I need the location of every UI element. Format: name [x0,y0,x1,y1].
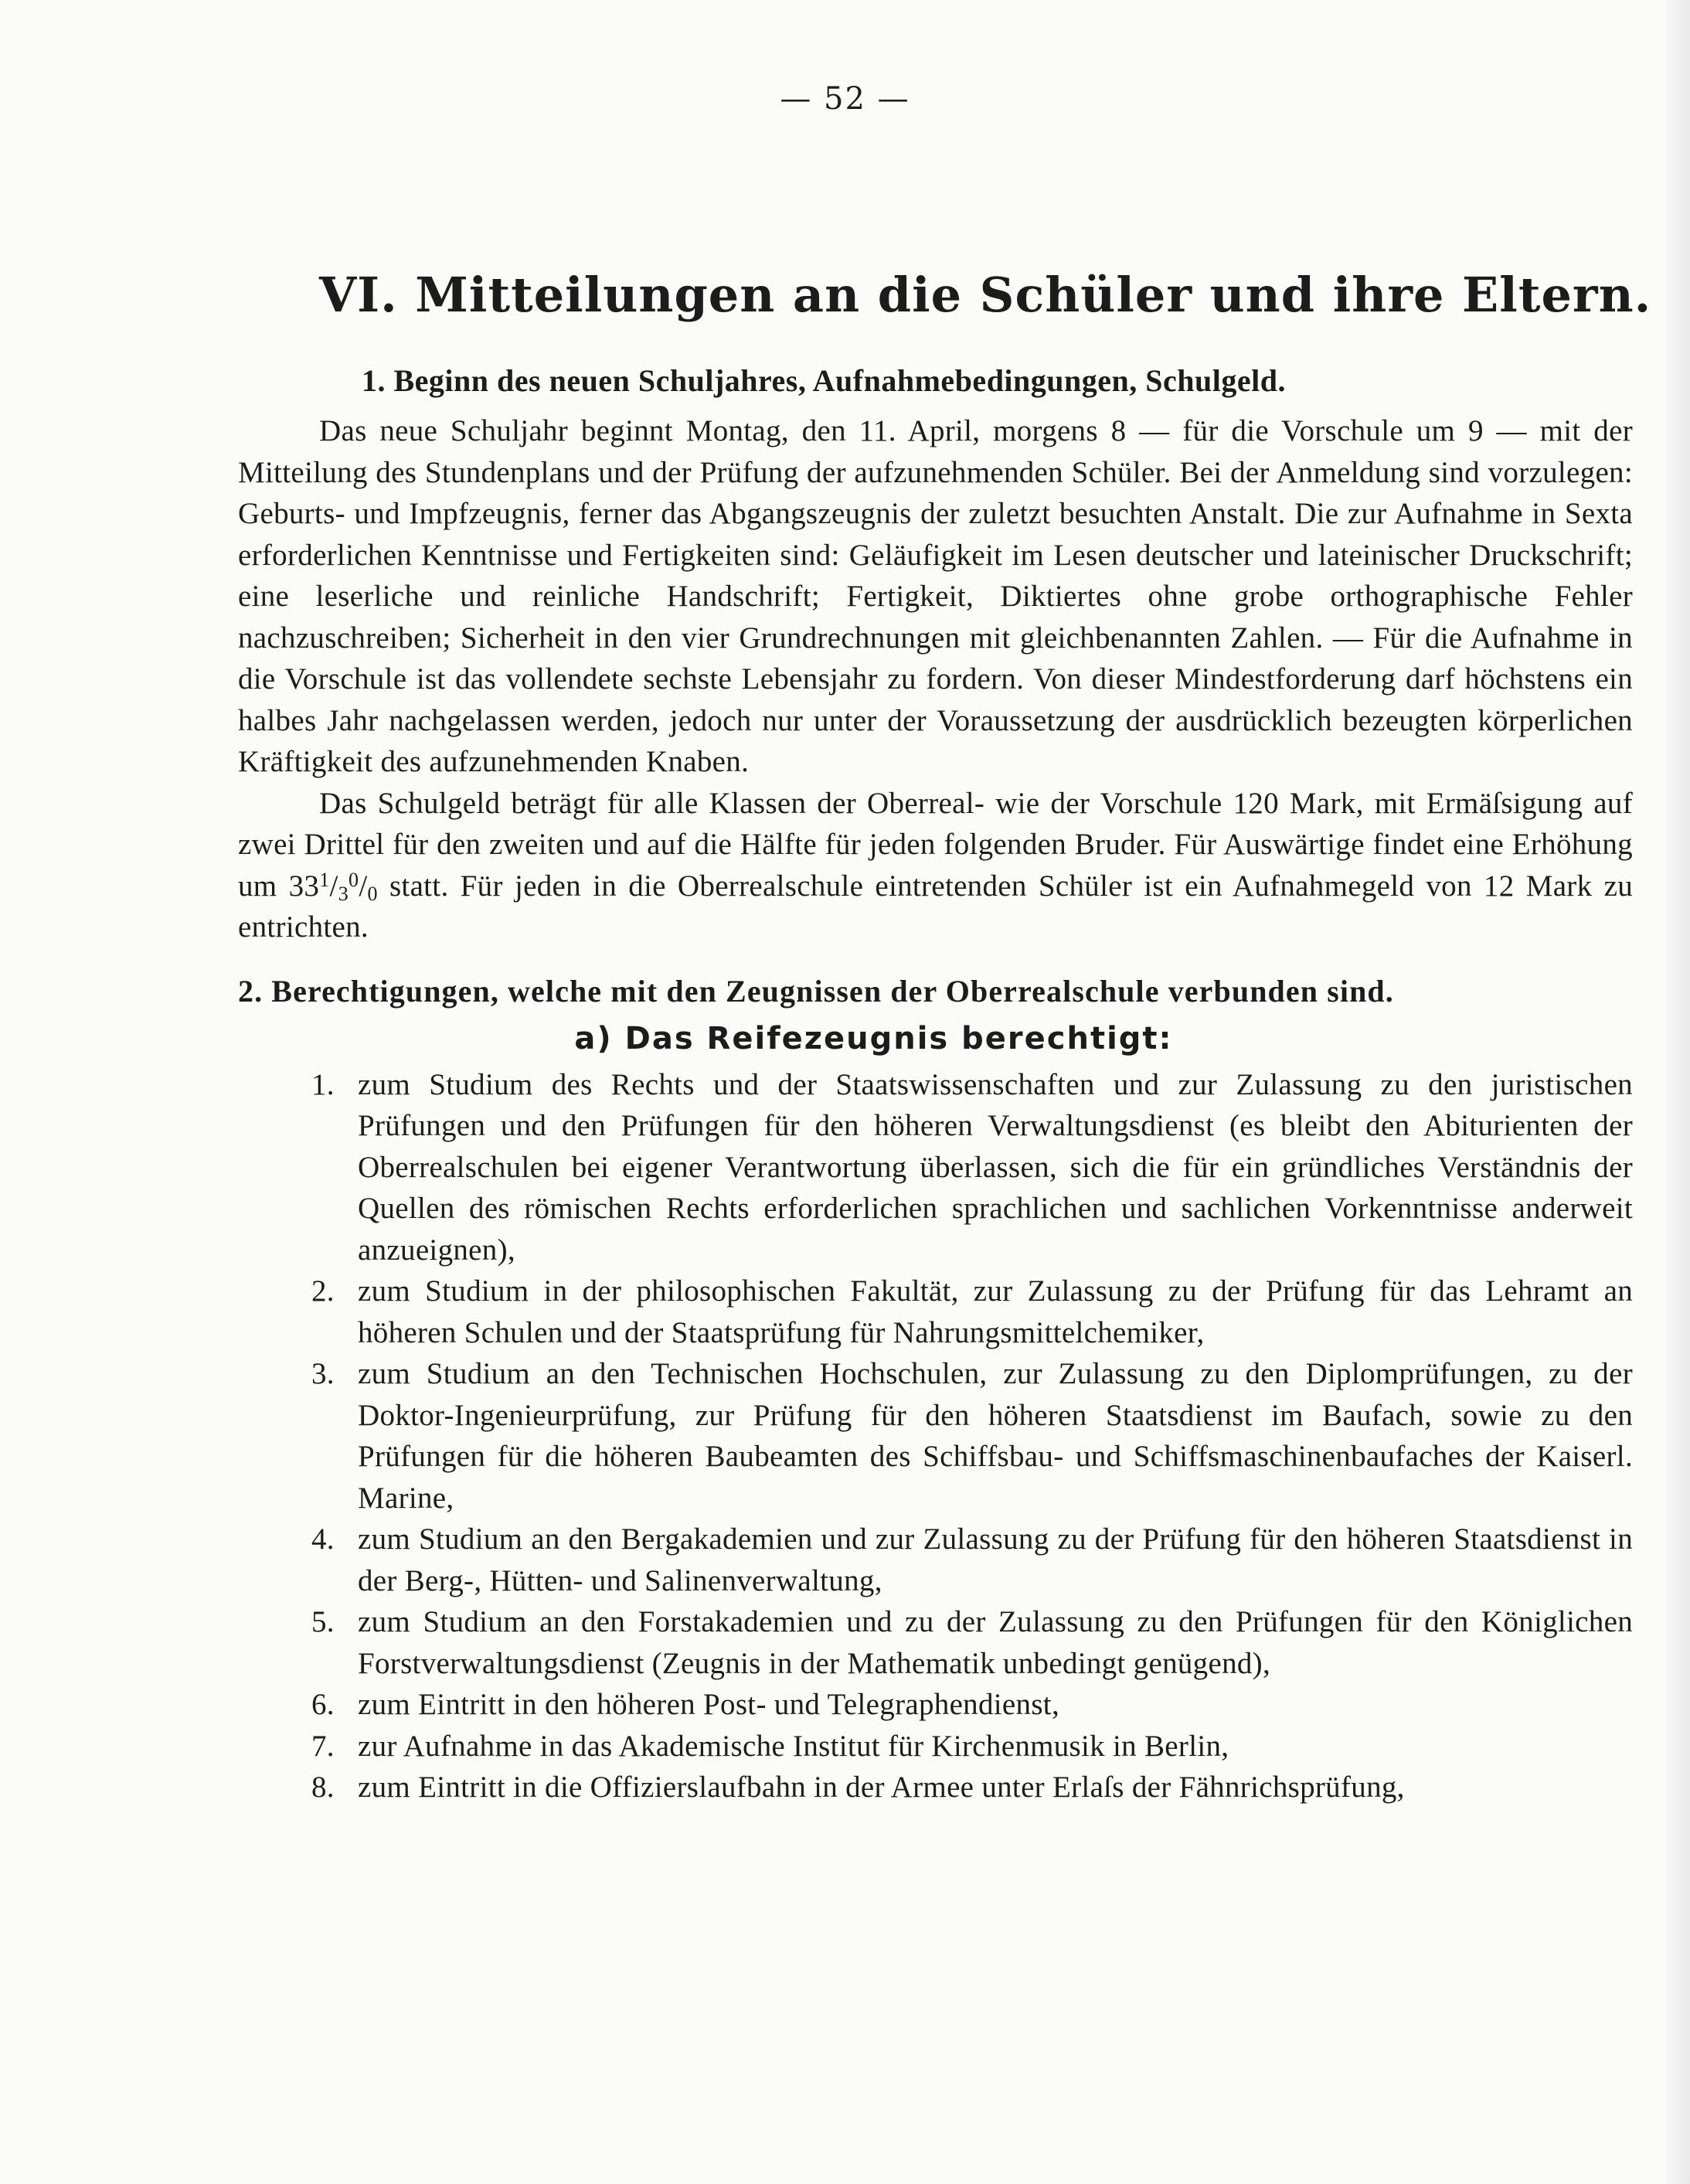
list-item [238,1353,1633,1519]
list-item-number: 8. [311,1771,335,1805]
list-item [238,1601,1633,1684]
list-item [238,1271,1633,1353]
percent-sign-top: 0 [349,868,359,891]
page-content [238,267,1652,1808]
list-item-number: 7. [311,1729,335,1763]
list-item-number: 5. [311,1605,335,1639]
page-number: — 52 — [780,81,910,117]
page-edge-shadow [1667,0,1690,2184]
list-item-number: 1. [311,1067,335,1101]
list-item-text: zum Studium an den Bergakademien und zur Zulassung zu der Prüfung für den höheren Staatsdienst in der Berg-, Hütten- und Salinenverwaltung, [358,1522,1633,1597]
list-item-text: zum Studium in der philosophischen Fakultät, zur Zulassung zu der Prüfung für das Lehramt an höheren Schulen und der Staatsprüfung für Nahrungsmittelchemiker, [358,1274,1633,1349]
fraction-slash: / [329,869,338,903]
paragraph-2-text-end: statt. Für jeden in die Oberrealschule eintretenden Schüler ist ein Aufnahmegeld von 12 Mark zu entrichten. [238,869,1633,944]
list-item [238,1519,1633,1601]
list-item [238,1767,1633,1808]
list-item-number: 2. [311,1274,335,1308]
chapter-title: VI. Mitteilungen an die Schüler und ihre Eltern. [319,267,1652,323]
section-1-paragraph-2 [238,783,1633,948]
list-item-text: zum Studium des Rechts und der Staatswissenschaften und zur Zulassung zu den juristischen Prüfungen und den Prüfungen für den höheren Verwaltungsdienst (es bleibt den Abiturienten der Oberrealschulen bei eigener Verantwortung überlassen, sich die für ein gründliches Verständnis der Quellen des römischen Rechts erforderlichen sprachlichen und sachlichen Vorkenntnisse anderweit anzueignen), [358,1067,1633,1267]
list-item-text: zum Eintritt in den höheren Post- und Telegraphendienst, [358,1688,1059,1722]
fraction-numerator: 1 [319,868,330,891]
section-2-heading: 2. Berechtigungen, welche mit den Zeugnissen der Oberrealschule verbunden sind. [238,973,1394,1009]
list-item-number: 4. [311,1522,335,1556]
list-item [238,1064,1633,1271]
list-item-text: zur Aufnahme in das Akademische Institut für Kirchenmusik in Berlin, [358,1729,1229,1763]
list-item [238,1726,1633,1767]
list-item-number: 3. [311,1357,335,1391]
paragraph-2-text-start: Das Schulgeld beträgt für alle Klassen der Oberreal- wie der Vorschule 120 Mark, mit Ermäſsigung auf zwei Drittel für den zweiten und auf die Hälfte für jeden folgenden Bruder. Für Auswärtige findet eine Erhöhung um 33 [238,786,1633,903]
section-1-paragraph-1: Das neue Schuljahr beginnt Montag, den 11. April, morgens 8 — für die Vorschule um 9 — mit der Mitteilung des Stundenplans und der Prüfung der aufzunehmenden Schüler. Bei der Anmeldung sind vorzulegen: Geburts- und Impfzeugnis, ferner das Abgangszeugnis der zuletzt besuchten Anstalt. Die zur Aufnahme in Sexta erforderlichen Kenntnisse und Fertigkeiten sind: Geläufigkeit im Lesen deutscher und lateinischer Druckschrift; eine leserliche und reinliche Handschrift; Fertigkeit, Diktiertes ohne grobe orthographische Fehler nachzuschreiben; Sicherheit in den vier Grundrechnungen mit gleichbenannten Zahlen. — Für die Aufnahme in die Vorschule ist das vollendete sechste Lebensjahr zu fordern. Von dieser Mindestforderung darf höchstens ein halbes Jahr nachgelassen werden, jedoch nur unter der Voraussetzung der ausdrücklich bezeugten körperlichen Kräftigkeit des aufzunehmenden Knaben. [238,414,1633,779]
section-1-heading: 1. Beginn des neuen Schuljahres, Aufnahmebedingungen, Schulgeld. [362,363,1287,399]
percent-sign-slash: / [359,869,368,903]
fraction-denominator: 3 [338,882,349,905]
entitlements-list [238,1064,1633,1808]
list-item-text: zum Eintritt in die Offizierslaufbahn in der Armee unter Erlaſs der Fähnrichsprüfung, [358,1771,1405,1805]
section-2-subheading: a) Das Reifezeugnis berechtigt: [574,1020,1173,1056]
list-item-number: 6. [311,1688,335,1722]
list-item [238,1684,1633,1726]
list-item-text: zum Studium an den Technischen Hochschulen, zur Zulassung zu den Diplomprüfungen, zu der Doktor-Ingenieurprüfung, zur Prüfung für den höheren Staatsdienst im Baufach, sowie zu den Prüfungen für die höheren Baubeamten des Schiffsbau- und Schiffsmaschinenbaufaches der Kaiserl. Marine, [358,1357,1633,1515]
list-item-text: zum Studium an den Forstakademien und zu der Zulassung zu den Prüfungen für den Königlichen Forstverwaltungsdienst (Zeugnis in der Mathematik unbedingt genügend), [358,1605,1633,1680]
percent-sign-bottom: 0 [367,882,378,905]
